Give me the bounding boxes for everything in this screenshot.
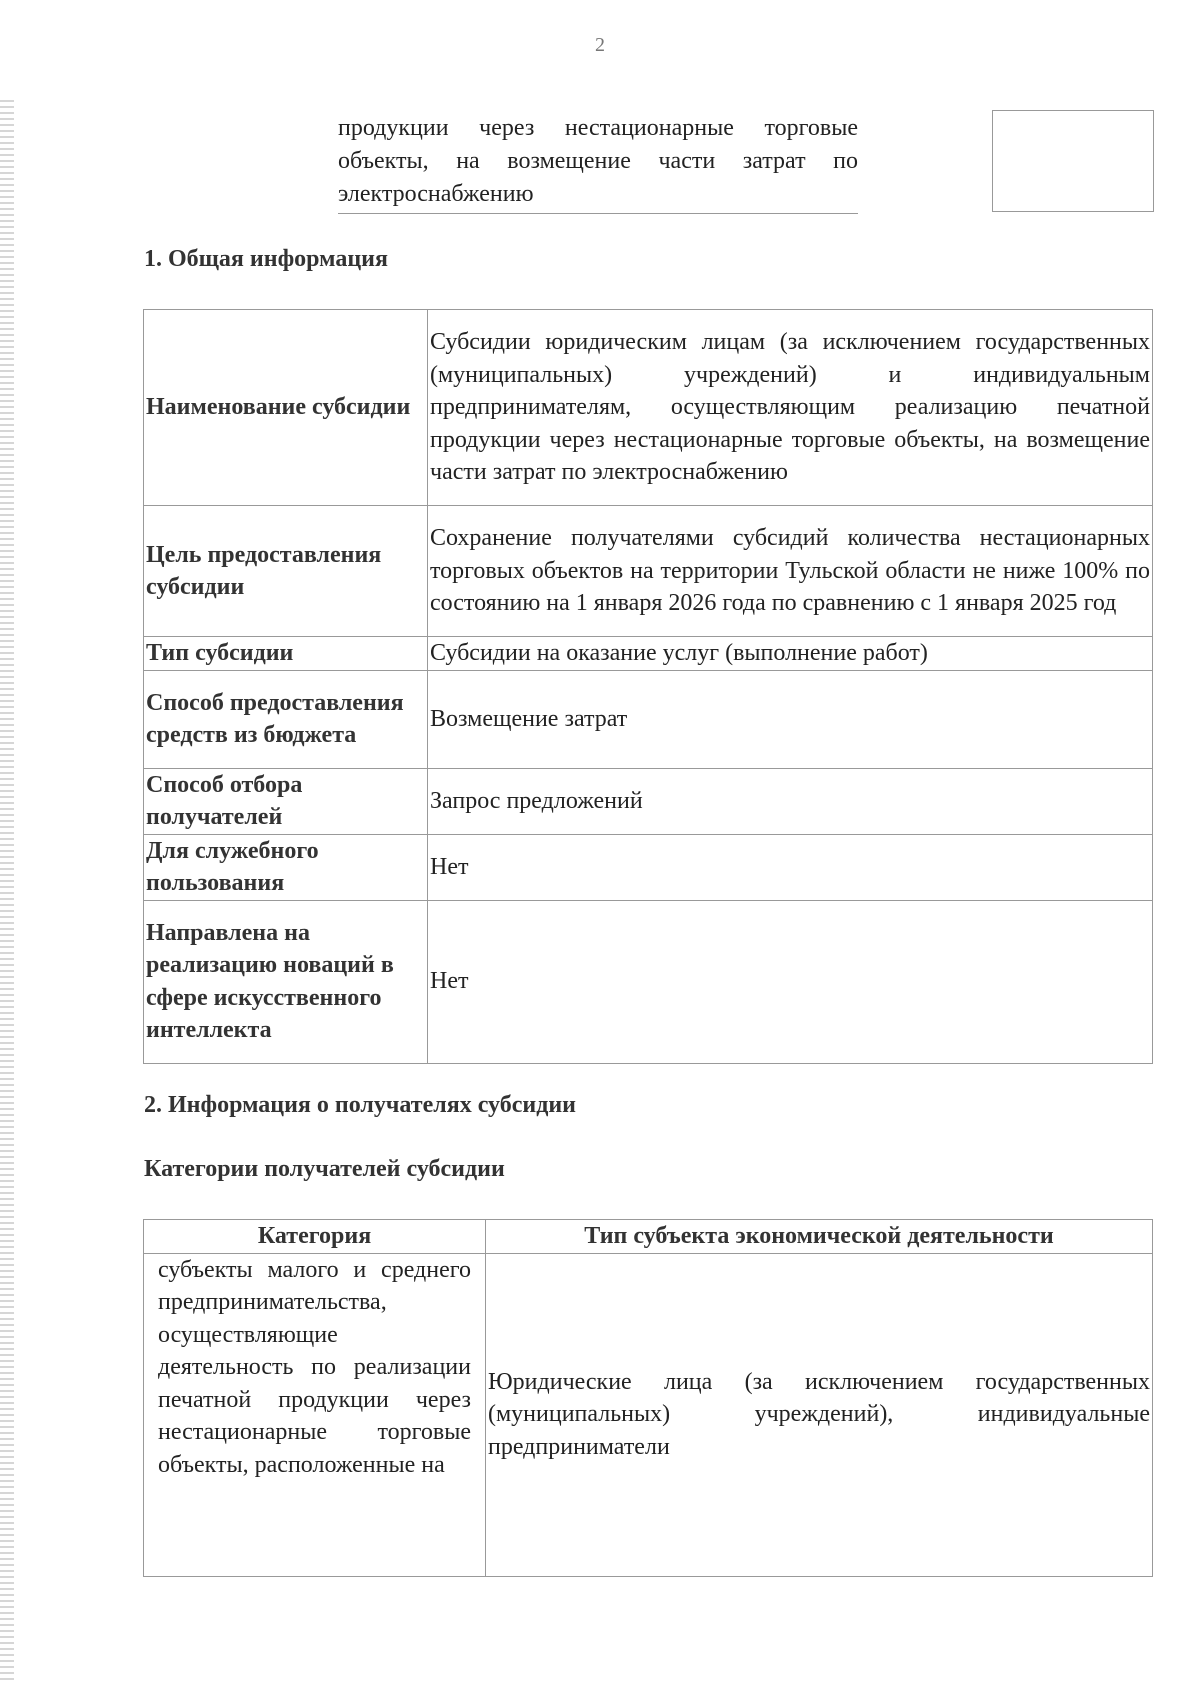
row-value-official-use: Нет (428, 834, 1153, 900)
column-header-entity-type: Тип субъекта экономической деятельности (486, 1220, 1153, 1254)
table-header-row (144, 1220, 1153, 1254)
row-label-subsidy-type: Тип субсидии (144, 637, 428, 671)
stamp-box (992, 110, 1154, 212)
table-row (144, 768, 1153, 834)
category-cell: субъекты малого и среднего предпринимательства, осуществляющие деятельность по реализации печатной продукции через нестационарные торговые объекты, расположенные на (144, 1253, 486, 1576)
row-label-provision-method: Способ предоставления средств из бюджета (144, 670, 428, 768)
entity-type-cell: Юридические лица (за исключением государственных (муниципальных) учреждений), индивидуальные предприниматели (486, 1253, 1153, 1576)
row-value-subsidy-name: Субсидии юридическим лицам (за исключением государственных (муниципальных) учреждений) и индивидуальным предпринимателям, осуществляющим реализацию печатной продукции через нестационарные торговые объекты, на возмещение части затрат по электроснабжению (428, 310, 1153, 506)
row-value-selection-method: Запрос предложений (428, 768, 1153, 834)
page-number: 2 (595, 34, 605, 56)
section-1-title: 1. Общая информация (144, 246, 388, 272)
row-label-official-use: Для служебного пользования (144, 834, 428, 900)
table-row (144, 637, 1153, 671)
row-value-subsidy-type: Субсидии на оказание услуг (выполнение работ) (428, 637, 1153, 671)
table-row (144, 900, 1153, 1063)
table-row (144, 670, 1153, 768)
table-row (144, 834, 1153, 900)
general-info-table (143, 309, 1153, 1064)
row-label-ai-innovation: Направлена на реализацию новаций в сфере искусственного интеллекта (144, 900, 428, 1063)
row-value-ai-innovation: Нет (428, 900, 1153, 1063)
section-2-title: 2. Информация о получателях субсидии (144, 1092, 576, 1118)
row-value-subsidy-goal: Сохранение получателями субсидий количества нестационарных торговых объектов на территории Тульской области не ниже 100% по состоянию на 1 января 2026 года по сравнению с 1 января 2025 год (428, 506, 1153, 637)
table-row (144, 1253, 1153, 1576)
section-2-subtitle: Категории получателей субсидии (144, 1156, 505, 1182)
row-label-subsidy-name: Наименование субсидии (144, 310, 428, 506)
row-label-selection-method: Способ отбора получателей (144, 768, 428, 834)
recipient-categories-table (143, 1219, 1153, 1577)
row-value-provision-method: Возмещение затрат (428, 670, 1153, 768)
header-continuation-text: продукции через нестационарные торговые объекты, на возмещение части затрат по электроснабжению (338, 112, 858, 214)
scan-edge-strip (0, 100, 14, 1680)
column-header-category: Категория (144, 1220, 486, 1254)
table-row (144, 310, 1153, 506)
row-label-subsidy-goal: Цель предоставления субсидии (144, 506, 428, 637)
table-row (144, 506, 1153, 637)
